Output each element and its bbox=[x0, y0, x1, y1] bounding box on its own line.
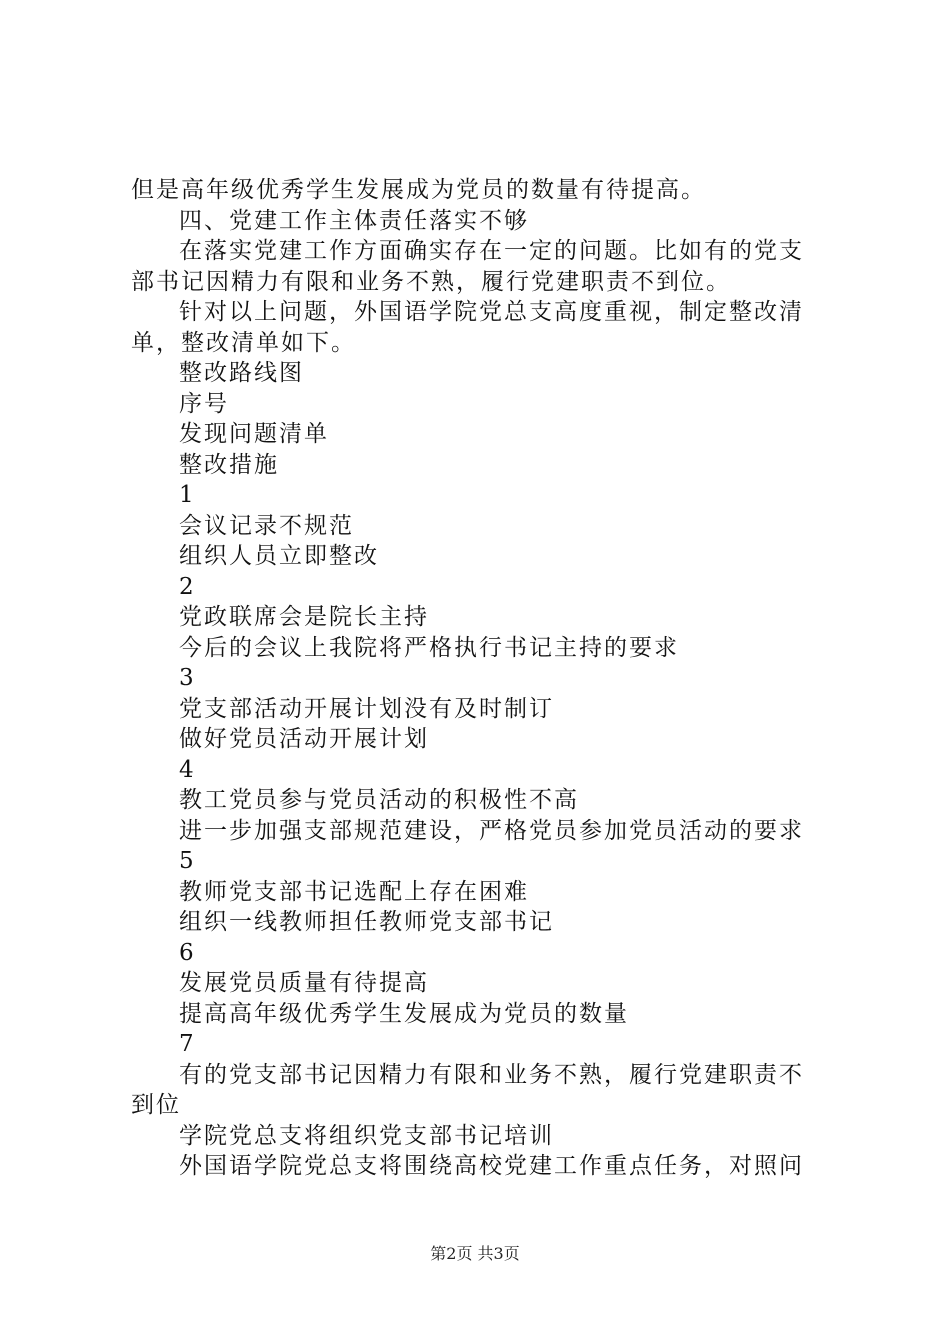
text-line: 发现问题清单 bbox=[179, 421, 329, 447]
text-line: 有的党支部书记因精力有限和业务不熟，履行党建职责不 bbox=[179, 1061, 804, 1088]
text-line: 发展党员质量有待提高 bbox=[179, 970, 429, 996]
text-line: 3 bbox=[179, 665, 196, 691]
text-line: 组织人员立即整改 bbox=[179, 543, 379, 569]
text-line: 党支部活动开展计划没有及时制订 bbox=[179, 695, 554, 722]
text-line: 在落实党建工作方面确实存在一定的问题。比如有的党支 bbox=[179, 238, 804, 264]
text-line: 四、党建工作主体责任落实不够 bbox=[179, 207, 529, 234]
text-line: 组织一线教师担任教师党支部书记 bbox=[179, 909, 554, 935]
text-line: 提高高年级优秀学生发展成为党员的数量 bbox=[179, 1000, 629, 1027]
text-line: 党政联席会是院长主持 bbox=[179, 604, 429, 630]
text-line: 整改措施 bbox=[179, 451, 279, 478]
text-line: 序号 bbox=[179, 390, 229, 417]
text-line: 2 bbox=[179, 573, 196, 600]
text-line: 针对以上问题，外国语学院党总支高度重视，制定整改清 bbox=[179, 299, 804, 325]
text-line: 到位 bbox=[131, 1092, 181, 1118]
text-line: 学院党总支将组织党支部书记培训 bbox=[179, 1122, 554, 1149]
text-line: 但是高年级优秀学生发展成为党员的数量有待提高。 bbox=[131, 177, 706, 203]
text-line: 进一步加强支部规范建设，严格党员参加党员活动的要求 bbox=[179, 817, 804, 844]
text-line: 5 bbox=[179, 848, 196, 874]
text-line: 7 bbox=[179, 1031, 196, 1057]
text-line: 外国语学院党总支将围绕高校党建工作重点任务，对照问 bbox=[179, 1153, 804, 1179]
text-line: 整改路线图 bbox=[179, 360, 304, 386]
page-footer: 第2页 共3页 bbox=[430, 1244, 520, 1263]
text-line: 会议记录不规范 bbox=[179, 512, 354, 539]
text-line: 6 bbox=[179, 939, 196, 966]
text-line: 4 bbox=[179, 756, 196, 783]
text-line: 1 bbox=[179, 482, 196, 508]
text-line: 做好党员活动开展计划 bbox=[179, 726, 429, 752]
text-line: 部书记因精力有限和业务不熟，履行党建职责不到位。 bbox=[131, 268, 731, 295]
text-line: 今后的会议上我院将严格执行书记主持的要求 bbox=[179, 634, 679, 661]
text-line: 单，整改清单如下。 bbox=[131, 329, 356, 356]
text-line: 教工党员参与党员活动的积极性不高 bbox=[179, 787, 579, 813]
document-body bbox=[131, 175, 833, 1182]
text-line: 教师党支部书记选配上存在困难 bbox=[179, 878, 529, 905]
